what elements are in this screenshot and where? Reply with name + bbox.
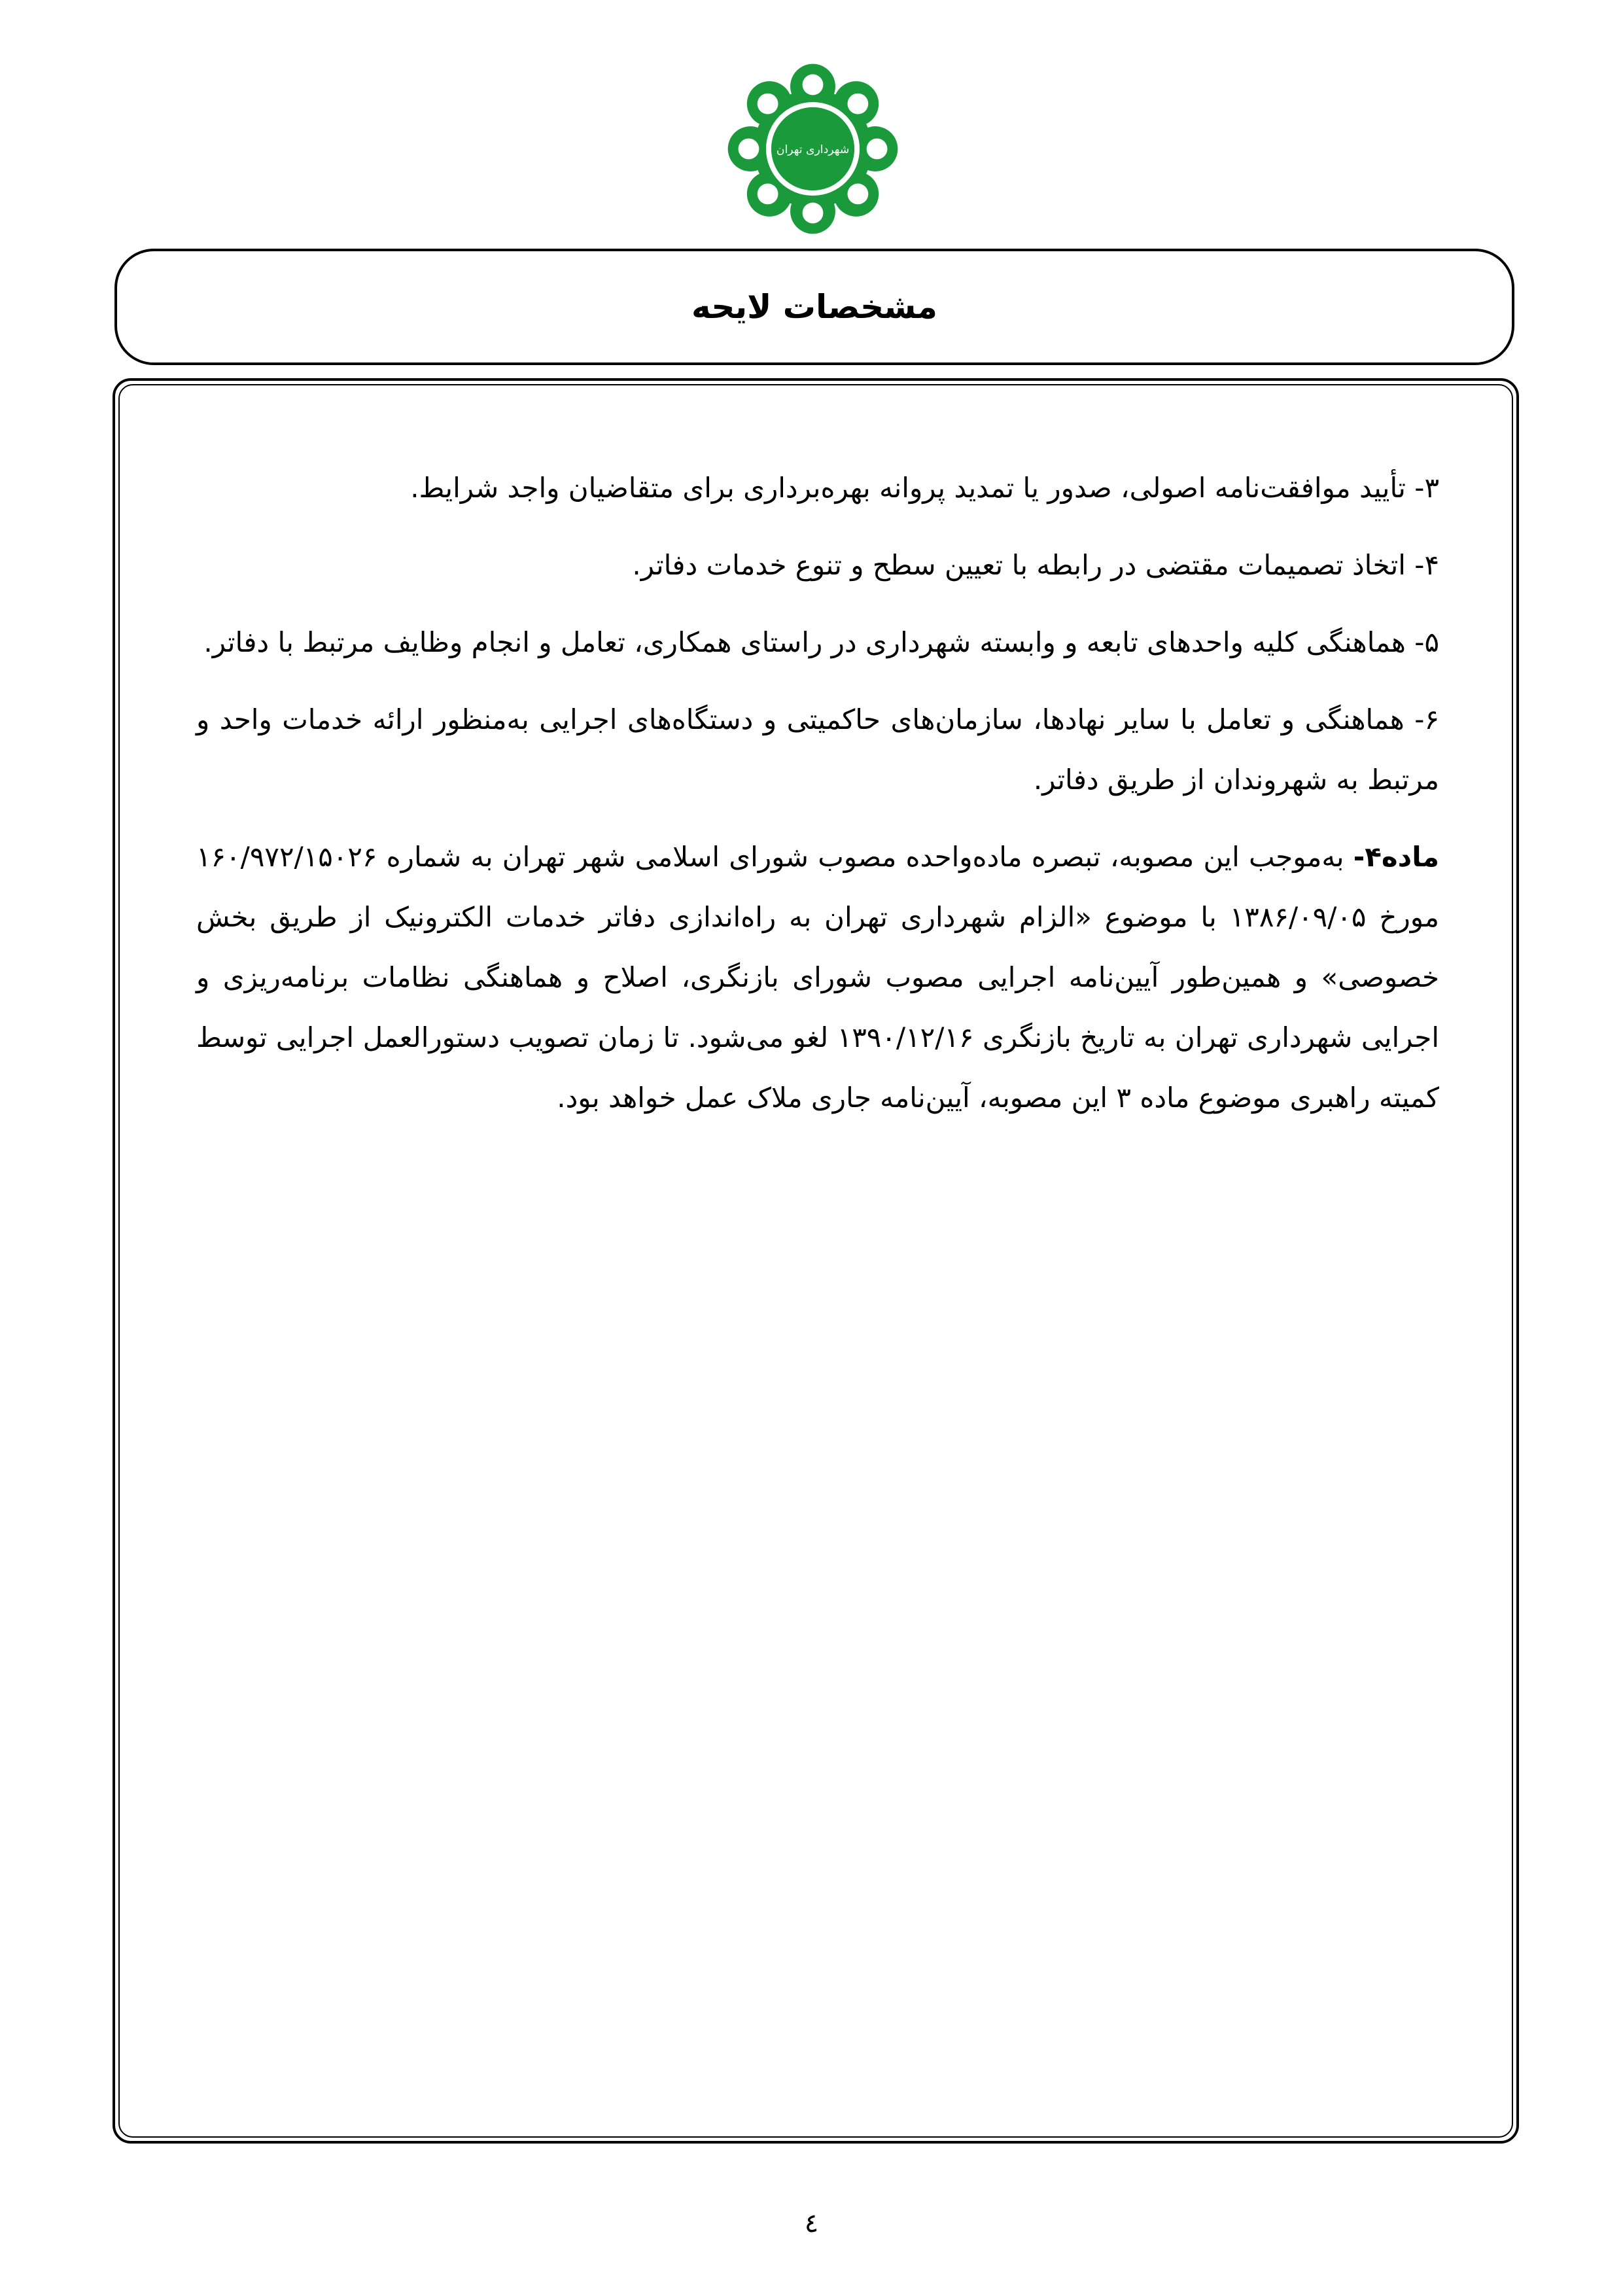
bill-title-box [114, 249, 1514, 365]
document-body [196, 458, 1439, 1145]
tehran-municipality-logo [726, 62, 899, 236]
article-text: به‌موجب این مصوبه، تبصره ماده‌واحده مصوب شورای اسلامی شهر تهران به شماره ۱۶۰/۹۷۲/۱۵۰۲۶ مورخ ۱۳۸۶/۰۹/۰۵ با موضوع «الزام شهرداری تهران به راه‌اندازی دفاتر خدمات الکترونیک از طریق بخش خصوصی» و همین‌طور آیین‌نامه اجرایی مصوب شورای بازنگری، اصلاح و هماهنگی نظامات برنامه‌ریزی و اجرایی شهرداری تهران به تاریخ بازنگری ۱۳۹۰/۱۲/۱۶ لغو می‌شود. تا زمان تصویب دستورالعمل اجرایی توسط کمیته راهبری موضوع ماده ۳ این مصوبه، آیین‌نامه جاری ملاک عمل خواهد بود. [196, 841, 1439, 1114]
list-item: ۵- هماهنگی کلیه واحدهای تابعه و وابسته شهرداری در راستای همکاری، تعامل و انجام وظایف مرتبط با دفاتر. [203, 626, 1439, 658]
page-number: ٤ [804, 2208, 819, 2238]
list-item: ۳- تأیید موافقت‌نامه اصولی، صدور یا تمدید پروانه بهره‌برداری برای متقاضیان واجد شرایط. [410, 472, 1439, 504]
list-item: ۴- اتخاذ تصمیمات مقتضی در رابطه با تعیین سطح و تنوع خدمات دفاتر. [632, 549, 1439, 581]
logo-text: شهرداری تهران [776, 143, 850, 157]
list-item: ۶- هماهنگی و تعامل با سایر نهادها، سازمان‌های حاکمیتی و دستگاه‌های اجرایی به‌منظور ارائه خدمات واحد و مرتبط به شهروندان از طریق دفاتر. [196, 703, 1439, 796]
page-title: مشخصات لایحه [691, 288, 937, 326]
article-4 [196, 827, 1439, 1128]
article-label: ماده۴- [1353, 841, 1439, 873]
